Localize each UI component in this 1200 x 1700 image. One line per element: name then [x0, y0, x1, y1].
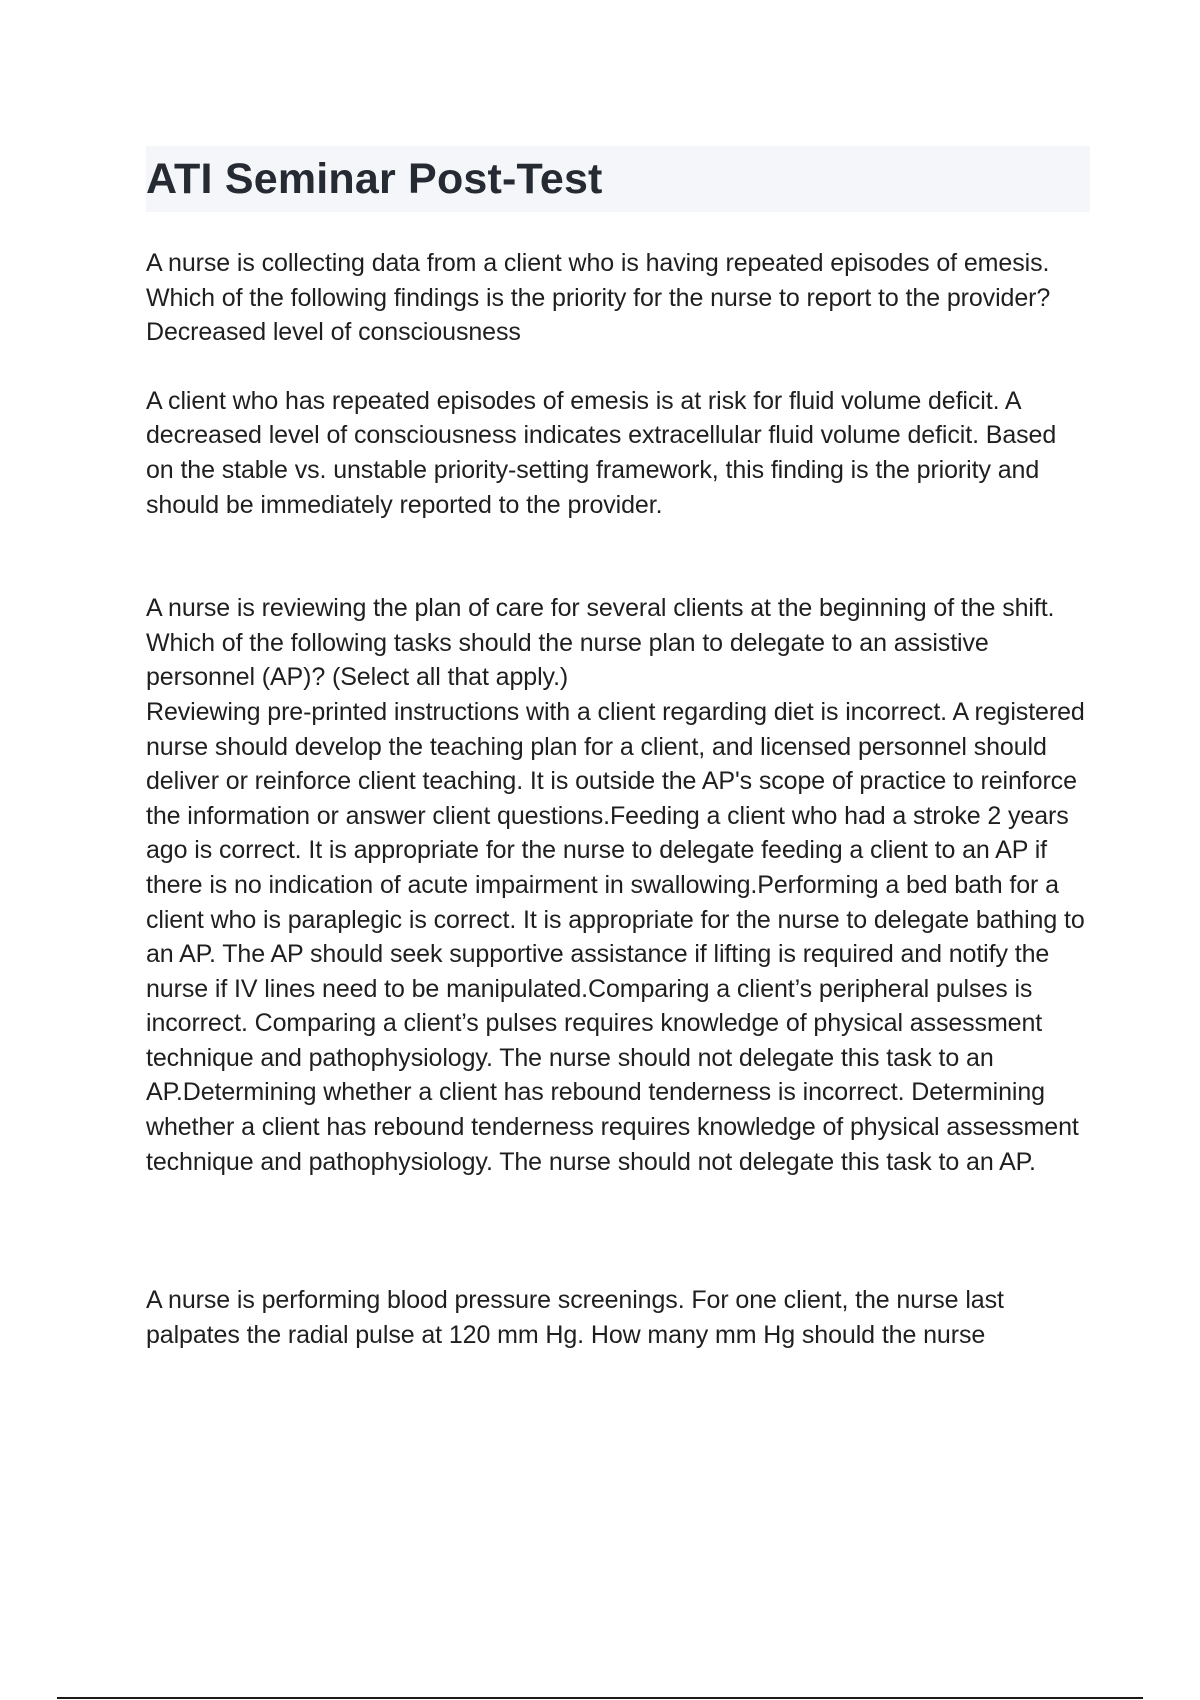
- question-text-3: A nurse is performing blood pressure screenings. For one client, the nurse last palpates the radial pulse at 120 mm Hg. How many mm Hg should the nurse: [146, 1286, 1004, 1349]
- explanation-text-1: A client who has repeated episodes of emesis is at risk for fluid volume deficit. A decreased level of consciousness indicates extracellular fluid volume deficit. Based on the stable vs. unstable priority-setting framework, this finding is the priority and should be immediately reported to the provider.: [146, 386, 1057, 519]
- question-block-3: [146, 1283, 1090, 1352]
- page-bottom-rule: [57, 1697, 1143, 1699]
- question-text-1: A nurse is collecting data from a client who is having repeated episodes of emesis. Which of the following findings is the priority for the nurse to report to the provider?: [146, 249, 1051, 312]
- answer-text-1: Decreased level of consciousness: [146, 318, 521, 347]
- document-page: [146, 146, 1090, 1352]
- title-banner: [146, 146, 1090, 212]
- answer-text-2: Reviewing pre-printed instructions with a client regarding diet is incorrect. A registered nurse should develop the teaching plan for a client, and licensed personnel should deliver or reinforce client teaching. It is outside the AP's scope of practice to reinforce the information or answer client questions.Feeding a client who had a stroke 2 years ago is correct. It is appropriate for the nurse to delegate feeding a client to an AP if there is no indication of acute impairment in swallowing.Performing a bed bath for a client who is paraplegic is correct. It is appropriate for the nurse to delegate bathing to an AP. The AP should seek supportive assistance if lifting is required and notify the nurse if IV lines need to be manipulated.Comparing a client’s peripheral pulses is incorrect. Comparing a client’s pulses requires knowledge of physical assessment technique and pathophysiology. The nurse should not delegate this task to an AP.Determining whether a client has rebound tenderness is incorrect. Determining whether a client has rebound tenderness requires knowledge of physical assessment technique and pathophysiology. The nurse should not delegate this task to an AP.: [146, 697, 1085, 1176]
- question-text-2: A nurse is reviewing the plan of care for several clients at the beginning of the shift. Which of the following tasks should the nurse plan to delegate to an assistive personnel (AP)? (Select all that apply.): [146, 594, 1055, 692]
- document-title: ATI Seminar Post-Test: [146, 154, 603, 203]
- question-block-2: [146, 591, 1090, 1179]
- question-block-1: [146, 246, 1090, 522]
